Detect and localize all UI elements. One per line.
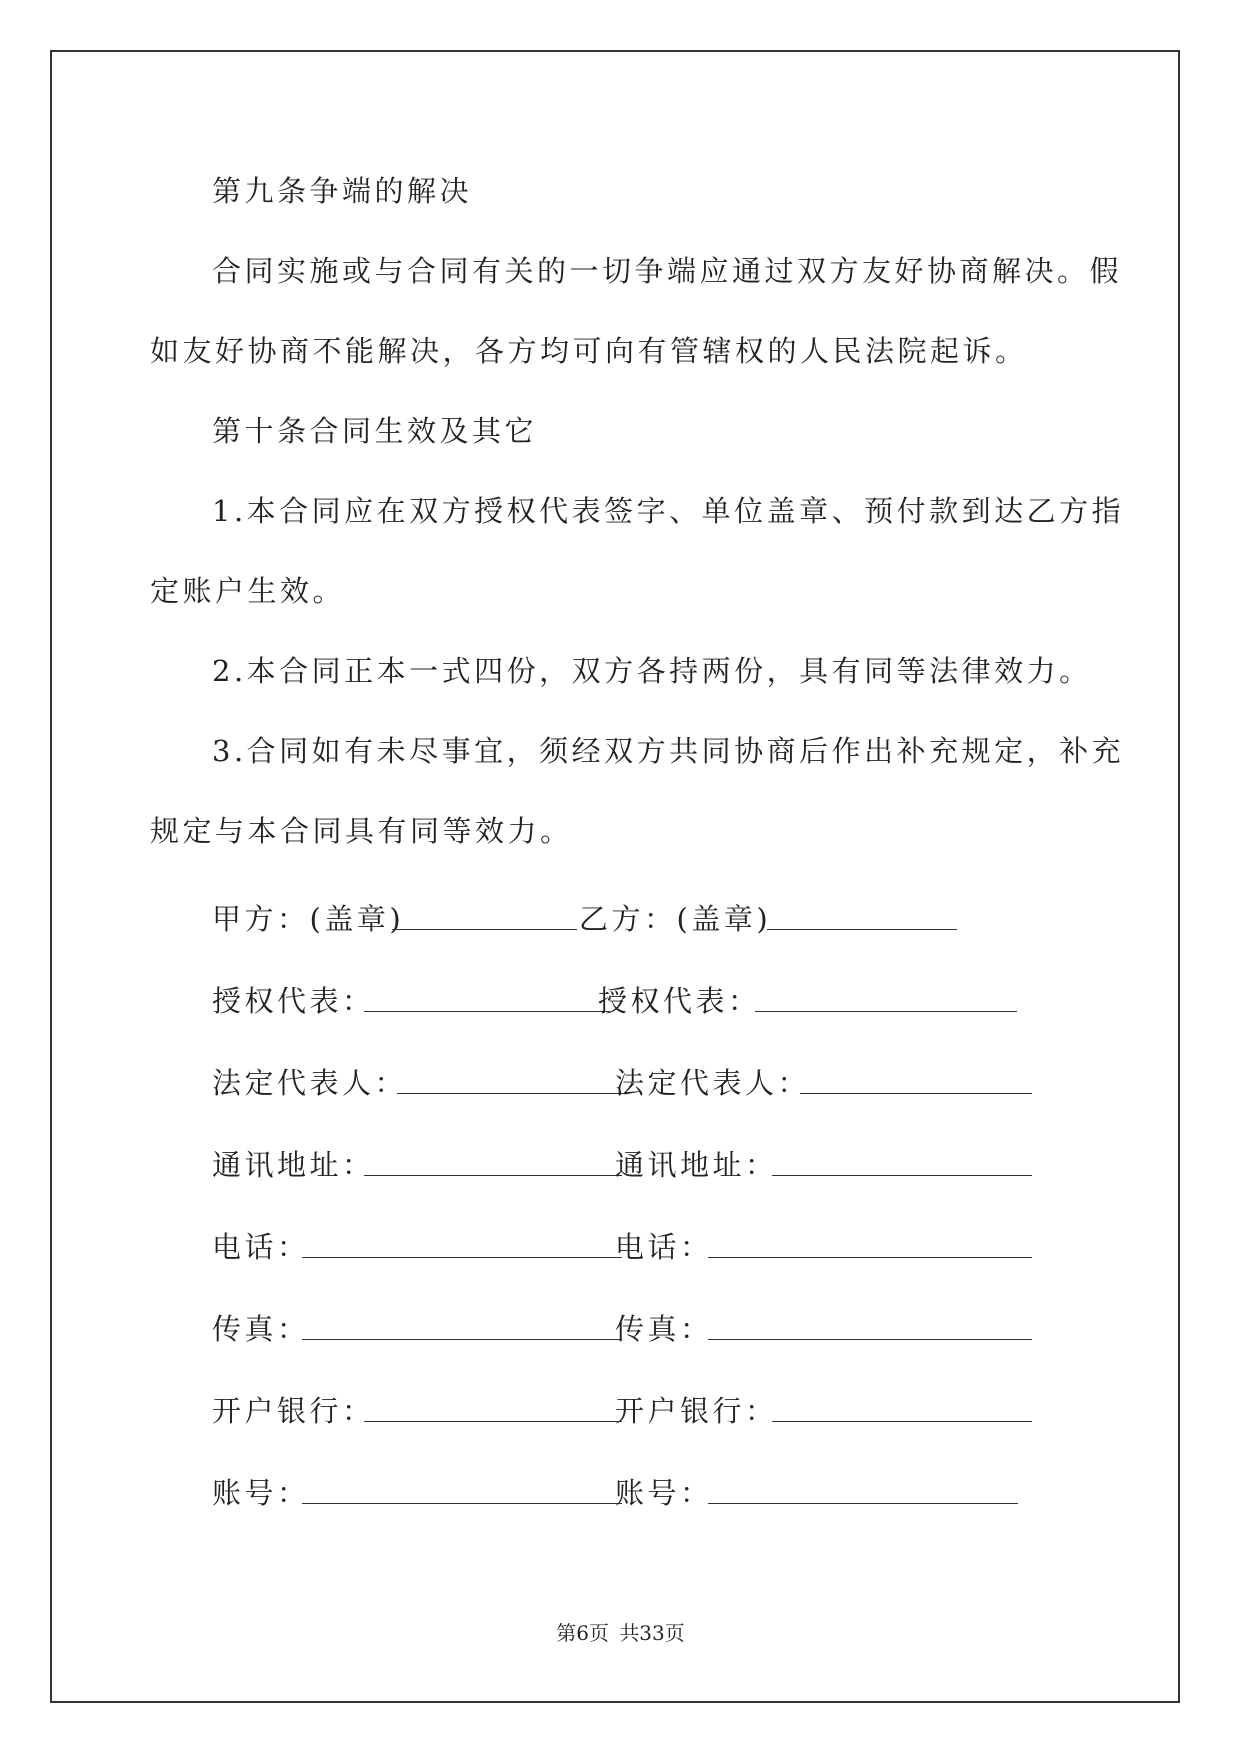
page-frame bbox=[50, 50, 1180, 1703]
party-a-field-label: 通讯地址： bbox=[212, 1148, 375, 1182]
party-b-field-label: 授权代表： bbox=[598, 984, 761, 1018]
party-a-field-blank bbox=[302, 1503, 622, 1504]
section9-heading: 第九条争端的解决 bbox=[212, 174, 473, 208]
party-b-field-label: 法定代表人： bbox=[615, 1066, 811, 1100]
party-b-field-blank bbox=[755, 1011, 1017, 1012]
page-number: 第6页 bbox=[556, 1621, 609, 1645]
party-b-field-blank bbox=[708, 1339, 1032, 1340]
party-a-field-blank bbox=[364, 1421, 622, 1422]
party-a-field-blank bbox=[397, 1093, 625, 1094]
party-a-field-label: 法定代表人： bbox=[212, 1066, 408, 1100]
party-a-field-blank bbox=[302, 1339, 622, 1340]
section10-item1-line1: 1.本合同应在双方授权代表签字、单位盖章、预付款到达乙方指 bbox=[212, 494, 1125, 528]
party-b-seal-label: 乙方：(盖章) bbox=[579, 902, 772, 936]
party-b-field-blank bbox=[708, 1503, 1018, 1504]
party-a-seal-blank bbox=[392, 929, 577, 930]
party-a-field-blank bbox=[302, 1257, 622, 1258]
page-footer bbox=[0, 1617, 1241, 1646]
party-b-field-label: 电话： bbox=[615, 1230, 713, 1264]
party-b-field-label: 开户银行： bbox=[615, 1394, 778, 1428]
party-b-seal-blank bbox=[767, 929, 957, 930]
party-a-field-blank bbox=[364, 1011, 610, 1012]
section10-item1-line2: 定账户生效。 bbox=[150, 574, 346, 608]
party-b-field-label: 传真： bbox=[615, 1312, 713, 1346]
party-a-field-label: 开户银行： bbox=[212, 1394, 375, 1428]
party-a-field-label: 传真： bbox=[212, 1312, 310, 1346]
section9-paragraph-line1: 合同实施或与合同有关的一切争端应通过双方友好协商解决。假 bbox=[212, 254, 1123, 288]
section10-heading: 第十条合同生效及其它 bbox=[212, 414, 538, 448]
party-b-field-blank bbox=[772, 1175, 1032, 1176]
party-a-field-blank bbox=[364, 1175, 622, 1176]
party-a-field-label: 电话： bbox=[212, 1230, 310, 1264]
party-a-seal-label: 甲方：(盖章) bbox=[212, 902, 405, 936]
section10-item2: 2.本合同正本一式四份，双方各持两份，具有同等法律效力。 bbox=[212, 654, 1092, 688]
party-a-field-label: 账号： bbox=[212, 1476, 310, 1510]
page-total: 共33页 bbox=[619, 1621, 685, 1645]
section10-item3-line1: 3.合同如有未尽事宜，须经双方共同协商后作出补充规定，补充 bbox=[212, 734, 1125, 768]
party-b-field-blank bbox=[800, 1093, 1032, 1094]
section10-item3-line2: 规定与本合同具有同等效力。 bbox=[150, 814, 573, 848]
party-b-field-label: 通讯地址： bbox=[615, 1148, 778, 1182]
section9-paragraph-line2: 如友好协商不能解决，各方均可向有管辖权的人民法院起诉。 bbox=[150, 334, 1028, 368]
party-b-field-blank bbox=[772, 1421, 1032, 1422]
party-a-field-label: 授权代表： bbox=[212, 984, 375, 1018]
party-b-field-label: 账号： bbox=[615, 1476, 713, 1510]
party-b-field-blank bbox=[708, 1257, 1032, 1258]
